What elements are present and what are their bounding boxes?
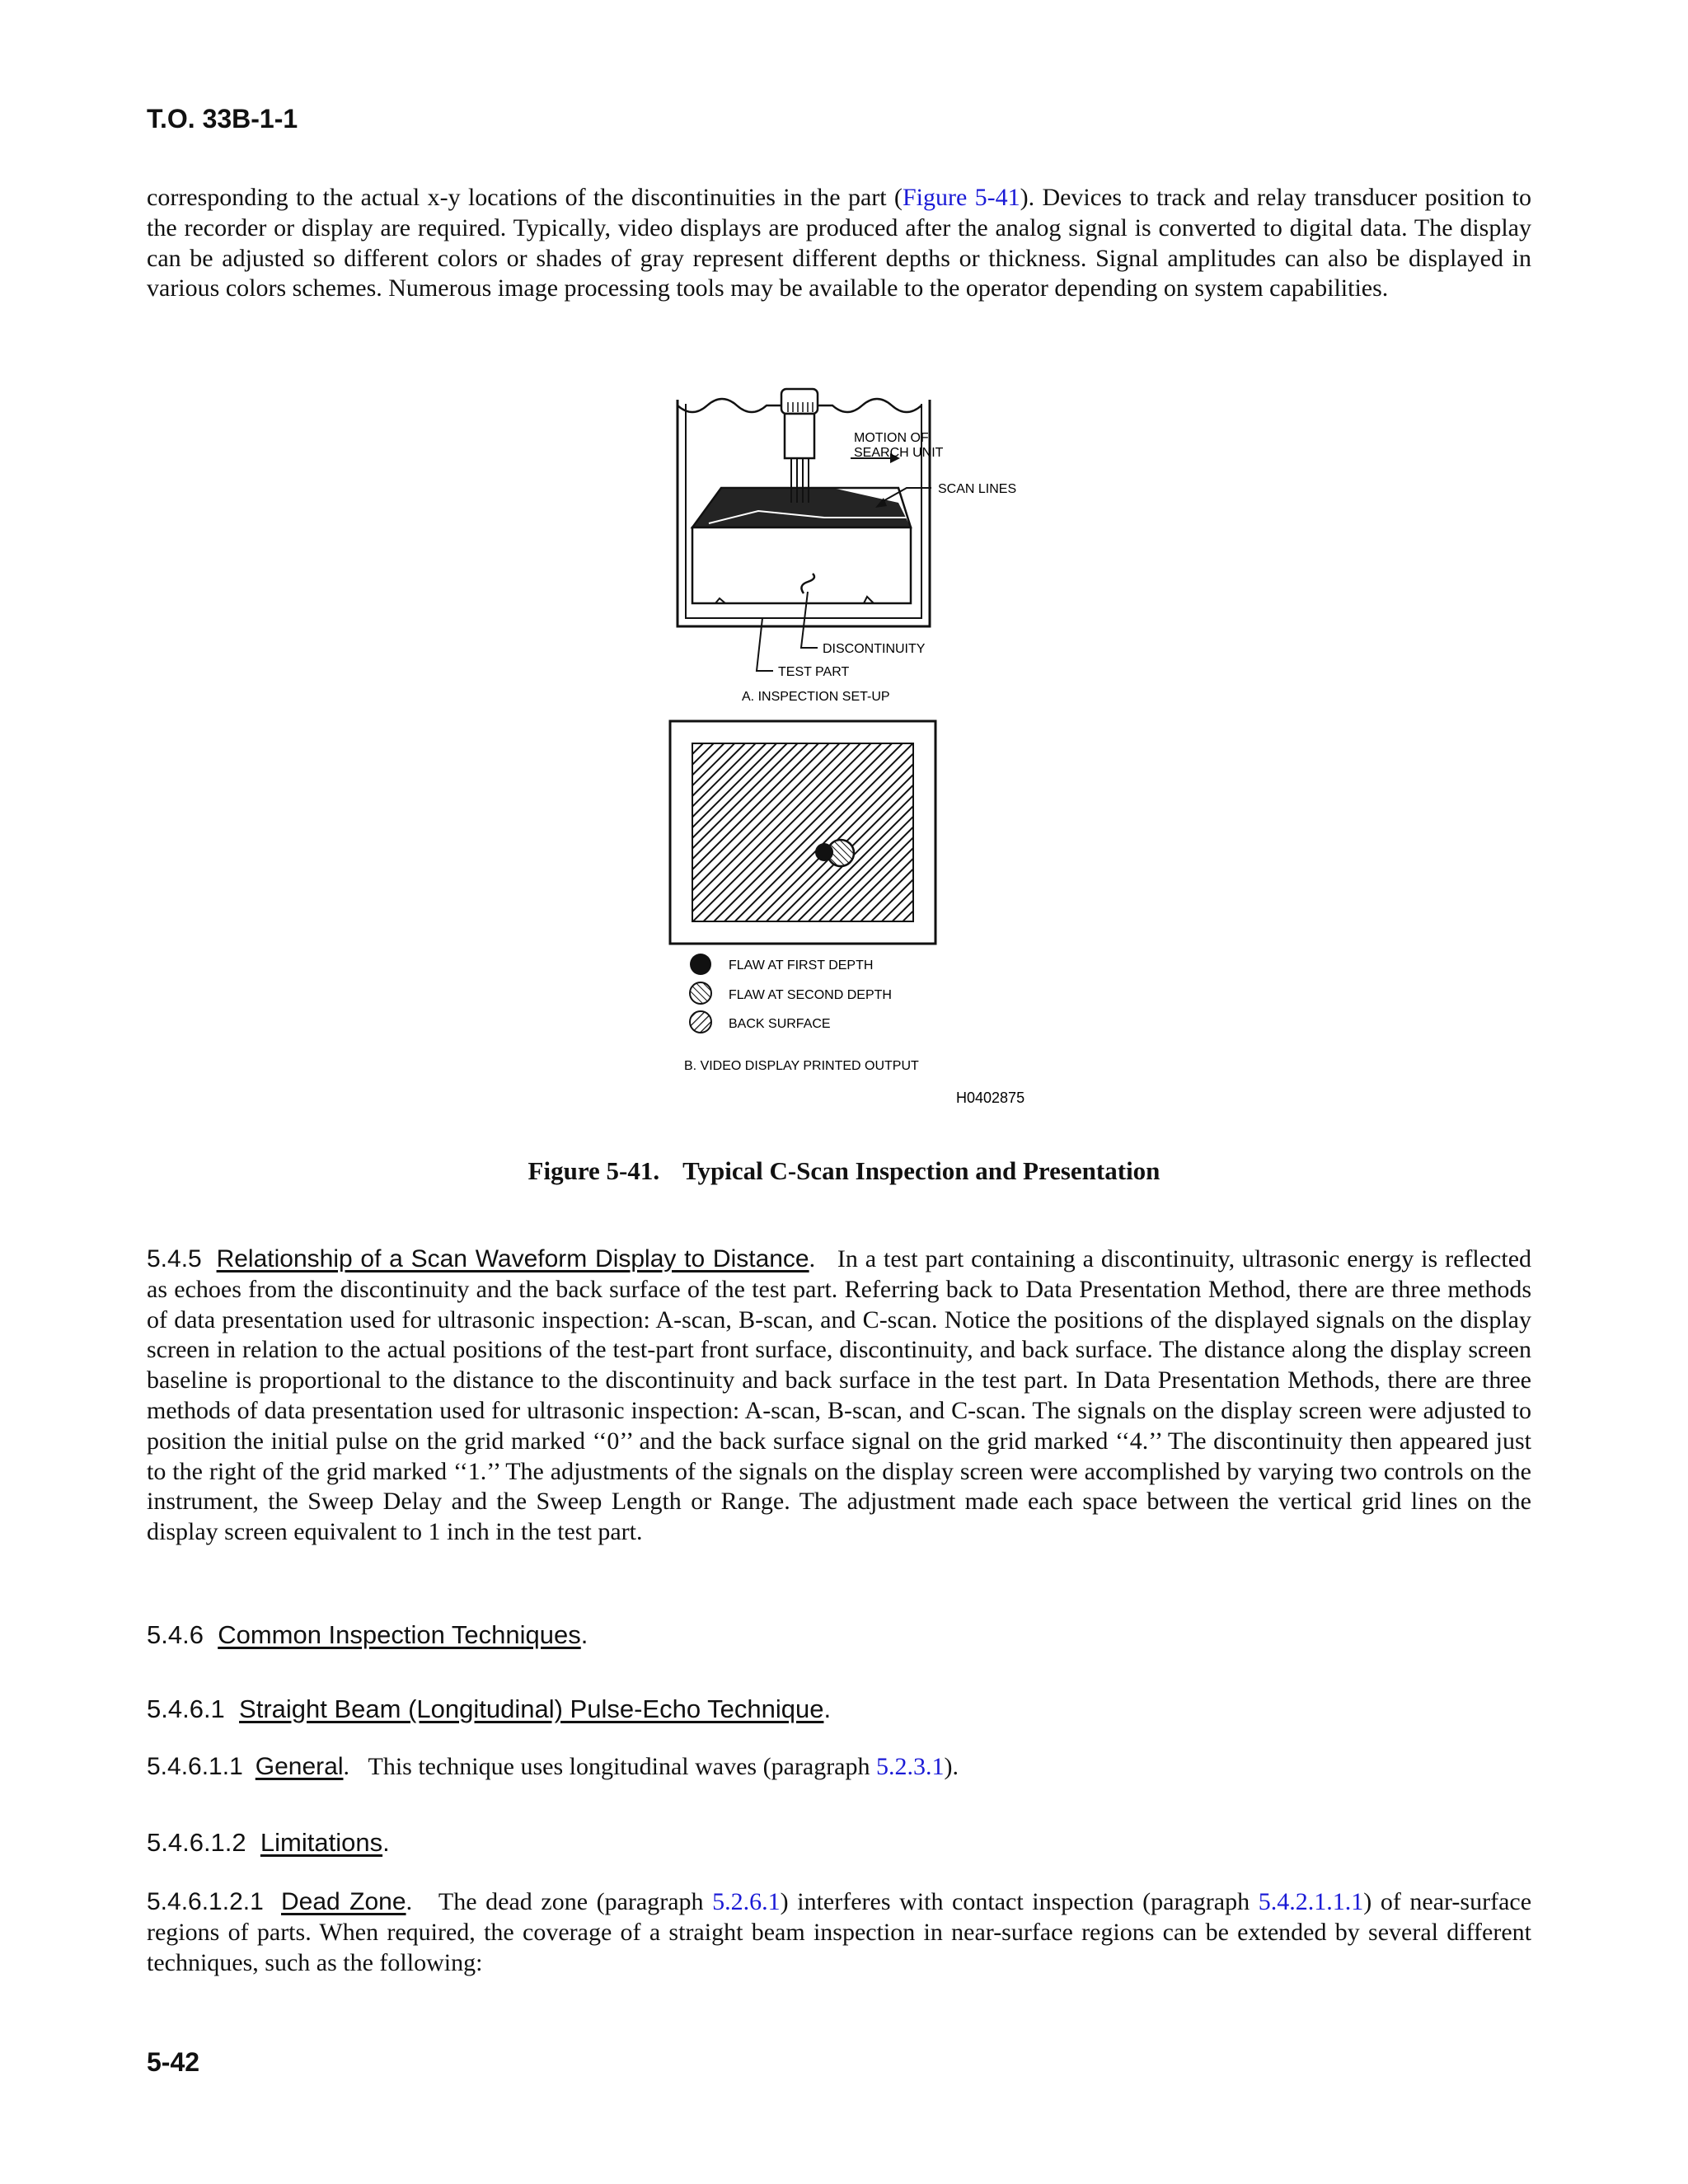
legend-first-depth-symbol <box>690 954 711 975</box>
section-body-3: ) of near-surface regions of parts. When required, the coverage of a straight beam inspection in near-surface regions can be extended by several different techniques, such as the following: <box>147 1888 1532 1976</box>
motion-label-line2: SEARCH UNIT <box>854 446 944 460</box>
section-number: 5.4.6.1.2.1 <box>147 1888 264 1915</box>
intro-paragraph <box>147 183 1531 304</box>
section-body-1: The dead zone (paragraph <box>438 1888 713 1915</box>
section-title: General <box>255 1753 344 1780</box>
figure-caption-number: Figure 5-41. <box>528 1156 660 1185</box>
legend-back-surface-label: BACK SURFACE <box>729 1017 831 1031</box>
panel-b-label: B. VIDEO DISPLAY PRINTED OUTPUT <box>684 1059 919 1073</box>
legend-back-surface-symbol <box>690 1011 711 1033</box>
section-title: Limitations <box>260 1828 383 1857</box>
section-5-4-6-1-2: 5.4.6.1.2 Limitations. <box>147 1828 390 1857</box>
section-title: Relationship of a Scan Waveform Display to Distance <box>216 1245 809 1272</box>
motion-label-line1: MOTION OF <box>854 431 929 445</box>
intro-text-1: corresponding to the actual x-y locations of the discontinuities in the part ( <box>147 184 903 211</box>
section-number: 5.4.5 <box>147 1245 202 1272</box>
figure-5-41-link[interactable]: Figure 5-41 <box>902 184 1020 211</box>
c-scan-figure <box>659 387 1039 1129</box>
scan-lines-label: SCAN LINES <box>938 482 1017 496</box>
legend-first-depth-label: FLAW AT FIRST DEPTH <box>729 958 874 972</box>
section-number: 5.4.6 <box>147 1620 204 1649</box>
section-number: 5.4.6.1.2 <box>147 1828 246 1857</box>
back-surface-area <box>692 743 913 921</box>
section-5-4-6-1-1: 5.4.6.1.1 General. This technique uses longitudinal waves (paragraph 5.2.3.1). <box>147 1753 959 1780</box>
section-body-end: ). <box>944 1753 959 1780</box>
section-5-4-6: 5.4.6 Common Inspection Techniques. <box>147 1620 588 1649</box>
paragraph-5-4-2-1-1-1-link[interactable]: 5.4.2.1.1.1 <box>1258 1888 1364 1915</box>
intro-text-2: ). Devices to track and relay transducer position to the recorder or display are required. Typically, video displays are produced after the analog signal is converted to digital data. The display can be adjusted so different colors or shades of gray represent different depths or thickness. Signal amplitudes can also be displayed in various colors schemes. Numerous image processing tools may be available to the operator depending on system capabilities. <box>147 184 1532 302</box>
section-number: 5.4.6.1.1 <box>147 1753 243 1780</box>
figure-caption-title: Typical C-Scan Inspection and Presentation <box>682 1156 1160 1185</box>
figure-caption <box>0 1156 1688 1186</box>
section-title: Straight Beam (Longitudinal) Pulse-Echo Technique <box>239 1694 824 1723</box>
section-5-4-6-1-2-1: 5.4.6.1.2.1 Dead Zone. The dead zone (paragraph 5.2.6.1) interferes with contact inspection (paragraph 5.4.2.1.1.1) of near-surface regions of parts. When required, the coverage of a straight beam inspection in near-surface regions can be extended by several different techniques, such as the following: <box>147 1888 1532 1976</box>
flaw-first-depth-marker <box>815 843 833 861</box>
test-part-label: TEST PART <box>778 665 850 679</box>
legend-second-depth-label: FLAW AT SECOND DEPTH <box>729 988 892 1002</box>
drawing-id: H0402875 <box>956 1090 1025 1106</box>
section-body-2: ) interferes with contact inspection (paragraph <box>780 1888 1259 1915</box>
document-id-header: T.O. 33B-1-1 <box>147 104 298 134</box>
section-title: Dead Zone <box>281 1888 406 1915</box>
legend-second-depth-symbol <box>690 982 711 1004</box>
discontinuity-label: DISCONTINUITY <box>823 642 926 656</box>
page-number: 5-42 <box>147 2047 200 2077</box>
section-body: In a test part containing a discontinuity, ultrasonic energy is reflected as echoes from the discontinuity and the back surface of the test part. Referring back to Data Presentation Method, there are three methods of data presentation used for ultrasonic inspection: A-scan, B-scan, and C-scan. Notice the positions of the displayed signals on the display screen in relation to the actual positions of the test-part front surface, discontinuity, and back surface. The distance along the display screen baseline is proportional to the distance to the discontinuity and back surface in the test part. In Data Presentation Methods, there are three methods of data presentation used for ultrasonic inspection: A-scan, B-scan, and C-scan. The signals on the display screen were adjusted to position the initial pulse on the grid marked ‘‘0’’ and the back surface signal on the grid marked ‘‘4.’’ The discontinuity then appeared just to the right of the grid marked ‘‘1.’’ The adjustments of the signals on the display screen were accomplished by varying two controls on the instrument, the Sweep Delay and the Sweep Length or Range. The adjustment made each space between the vertical grid lines on the display screen equivalent to 1 inch in the test part. <box>147 1245 1532 1546</box>
section-body: This technique uses longitudinal waves (paragraph <box>368 1753 876 1780</box>
section-number: 5.4.6.1 <box>147 1694 225 1723</box>
paragraph-5-2-6-1-link[interactable]: 5.2.6.1 <box>712 1888 781 1915</box>
panel-a-label: A. INSPECTION SET-UP <box>742 690 890 704</box>
section-title: Common Inspection Techniques <box>218 1620 581 1649</box>
paragraph-5-2-3-1-link[interactable]: 5.2.3.1 <box>876 1753 945 1780</box>
section-5-4-5: 5.4.5 Relationship of a Scan Waveform Display to Distance. In a test part containing a discontinuity, ultrasonic energy is reflected as echoes from the discontinuity and the back surface of the test part. Referring back to Data Presentation Method, there are three methods of data presentation used for ultrasonic inspection: A-scan, B-scan, and C-scan. Notice the positions of the displayed signals on the display screen in relation to the actual positions of the test-part front surface, discontinuity, and back surface. The distance along the display screen baseline is proportional to the distance to the discontinuity and back surface in the test part. In Data Presentation Methods, there are three methods of data presentation used for ultrasonic inspection: A-scan, B-scan, and C-scan. The signals on the display screen were adjusted to position the initial pulse on the grid marked ‘‘0’’ and the back surface signal on the grid marked ‘‘4.’’ The discontinuity then appeared just to the right of the grid marked ‘‘1.’’ The adjustments of the signals on the display screen were accomplished by varying two controls on the instrument, the Sweep Delay and the Sweep Length or Range. The adjustment made each space between the vertical grid lines on the display screen equivalent to 1 inch in the test part. <box>147 1245 1532 1546</box>
section-5-4-6-1: 5.4.6.1 Straight Beam (Longitudinal) Pulse-Echo Technique. <box>147 1694 832 1723</box>
